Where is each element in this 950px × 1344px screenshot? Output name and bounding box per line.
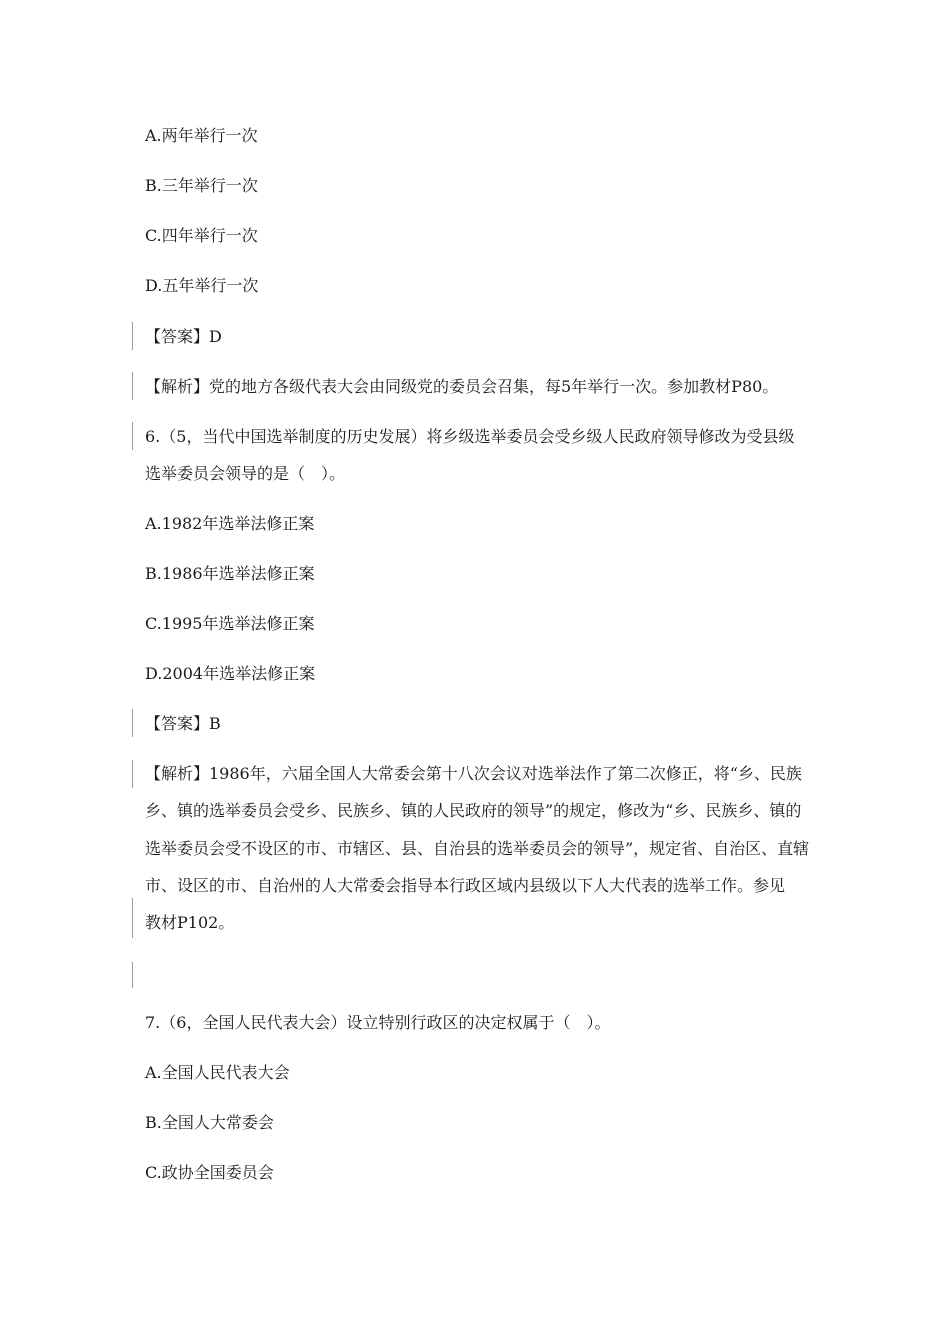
q6-answer: 【答案】B: [145, 714, 221, 733]
revision-bar: [132, 322, 133, 350]
q7-stem: 7.（6，全国人民代表大会）设立特别行政区的决定权属于（ ）。: [145, 1013, 611, 1032]
q5-option-a: A.两年举行一次: [145, 126, 258, 145]
q6-analysis-line-5: 教材P102。: [145, 913, 235, 932]
q7-option-b: B.全国人大常委会: [145, 1113, 274, 1132]
q5-analysis: 【解析】党的地方各级代表大会由同级党的委员会召集，每5年举行一次。参加教材P80。: [145, 377, 779, 396]
revision-bar: [132, 422, 133, 450]
q7-option-c: C.政协全国委员会: [145, 1163, 274, 1182]
q6-option-b: B.1986年选举法修正案: [145, 564, 315, 583]
q5-option-d: D.五年举行一次: [145, 276, 259, 295]
q6-option-a: A.1982年选举法修正案: [145, 514, 315, 533]
q6-analysis-line-4: 市、设区的市、自治州的人大常委会指导本行政区域内县级以下人大代表的选举工作。参见: [145, 876, 786, 895]
q7-option-a: A.全国人民代表大会: [145, 1063, 290, 1082]
q6-analysis-line-2: 乡、镇的选举委员会受乡、民族乡、镇的人民政府的领导”的规定，修改为“乡、民族乡、镇的: [145, 801, 802, 820]
revision-bar: [132, 962, 133, 988]
q6-option-c: C.1995年选举法修正案: [145, 614, 315, 633]
q6-stem-line-2: 选举委员会领导的是（ ）。: [145, 464, 346, 483]
q5-answer: 【答案】D: [145, 327, 222, 346]
q5-option-c: C.四年举行一次: [145, 226, 258, 245]
revision-bar: [132, 760, 133, 788]
q6-stem-line-1: 6.（5，当代中国选举制度的历史发展）将乡级选举委员会受乡级人民政府领导修改为受县级: [145, 427, 795, 446]
q6-option-d: D.2004年选举法修正案: [145, 664, 316, 683]
q6-analysis-line-1: 【解析】1986年，六届全国人大常委会第十八次会议对选举法作了第二次修正，将“乡、民族: [145, 764, 802, 783]
revision-bar: [132, 372, 133, 400]
q6-analysis-line-3: 选举委员会受不设区的市、市辖区、县、自治县的选举委员会的领导”，规定省、自治区、直辖: [145, 839, 810, 858]
q5-option-b: B.三年举行一次: [145, 176, 258, 195]
revision-bar: [132, 709, 133, 737]
revision-bar: [132, 898, 133, 938]
